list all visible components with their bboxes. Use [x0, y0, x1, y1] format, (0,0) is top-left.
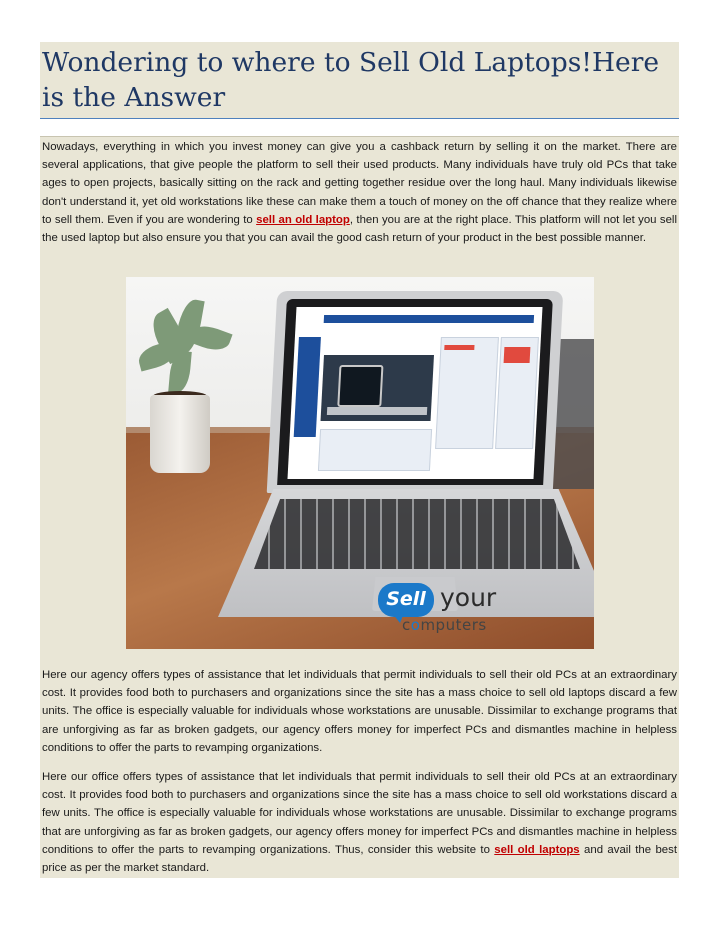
screen-promo-badge [444, 345, 474, 350]
logo-your-text: your [440, 583, 497, 612]
page-title: Wondering to where to Sell Old Laptops!Here is the Answer [42, 47, 660, 113]
logo-sell-bubble: Sell [378, 583, 434, 617]
laptop-screen [287, 307, 542, 479]
screen-banner-text [327, 407, 427, 415]
paragraph-office-text-a: Here our office offers types of assistance that let individuals that permit individuals to sell their old PCs at an extraordinary cost. It provides food both to purchasers and organizations since the site has a mass choice to sell old workstations discard a few units. The office is especially valuable for individuals whose workstations are unusable. Dissimilar to exchange programs that are unforgiving as far as broken gadgets, our agency offers money for imperfect PCs and dismantles machine in helpless conditions to offer the parts to revamping organizations. Thus, consider this website to [42, 771, 677, 856]
plant-pot [150, 395, 210, 473]
screen-tablet-image [337, 365, 383, 407]
sell-an-old-laptop-link[interactable]: sell an old laptop [256, 213, 350, 226]
logo-computers-text [402, 615, 487, 635]
screen-promo-badge [504, 347, 531, 363]
screen-card [318, 429, 432, 471]
title-box [40, 42, 679, 119]
screen-card [435, 337, 499, 449]
screen-side-banner [294, 337, 321, 437]
sell-your-computers-logo [378, 583, 558, 639]
laptop-photo [126, 277, 594, 649]
laptop-keyboard [254, 499, 580, 569]
paragraph-office-text-b: and avail the best price as per the market standard. [42, 843, 677, 875]
paragraph-agency: Here our agency offers types of assistance that let individuals that permit individuals to sell their old PCs at an extraordinary cost. It provides food both to purchasers and organizations since the site has a mass choice to sell old laptops discard a few units. The office is especially valuable for individuals whose workstations are unusable. Dissimilar to exchange programs that are unforgiving as far as broken gadgets, our agency offers money for imperfect PCs and dismantles machine in helpless conditions to offer the parts to revamping organizations. [42, 669, 677, 754]
paragraph-intro-text-a: Nowadays, everything in which you invest money can give you a cashback return by selling it on the market. There are several applications, that give people the platform to sell their used products. Many individuals have truly old PCs that take ages to open projects, basically sitting on the rack and getting together residue over the long haul. Many individuals likewise don't understand it, yet old workstations like these can make them a touch of money on the off chance that they realize where to sell them. Even if you are wondering to [42, 141, 677, 226]
paragraph-intro-text-b: , then you are at the right place. This platform will not let you sell the used laptop but also ensure you that you can avail the good cash return of your product in the best possible manner. [42, 213, 677, 245]
logo-computers-o: o [410, 616, 421, 634]
paragraph-office [42, 768, 677, 877]
logo-computers-rest: mputers [420, 616, 487, 634]
article-body [40, 136, 679, 878]
logo-computers-c: c [402, 616, 411, 634]
sell-old-laptops-link[interactable]: sell old laptops [494, 843, 580, 856]
screen-nav-bar [324, 315, 534, 323]
paragraph-intro [42, 138, 677, 247]
